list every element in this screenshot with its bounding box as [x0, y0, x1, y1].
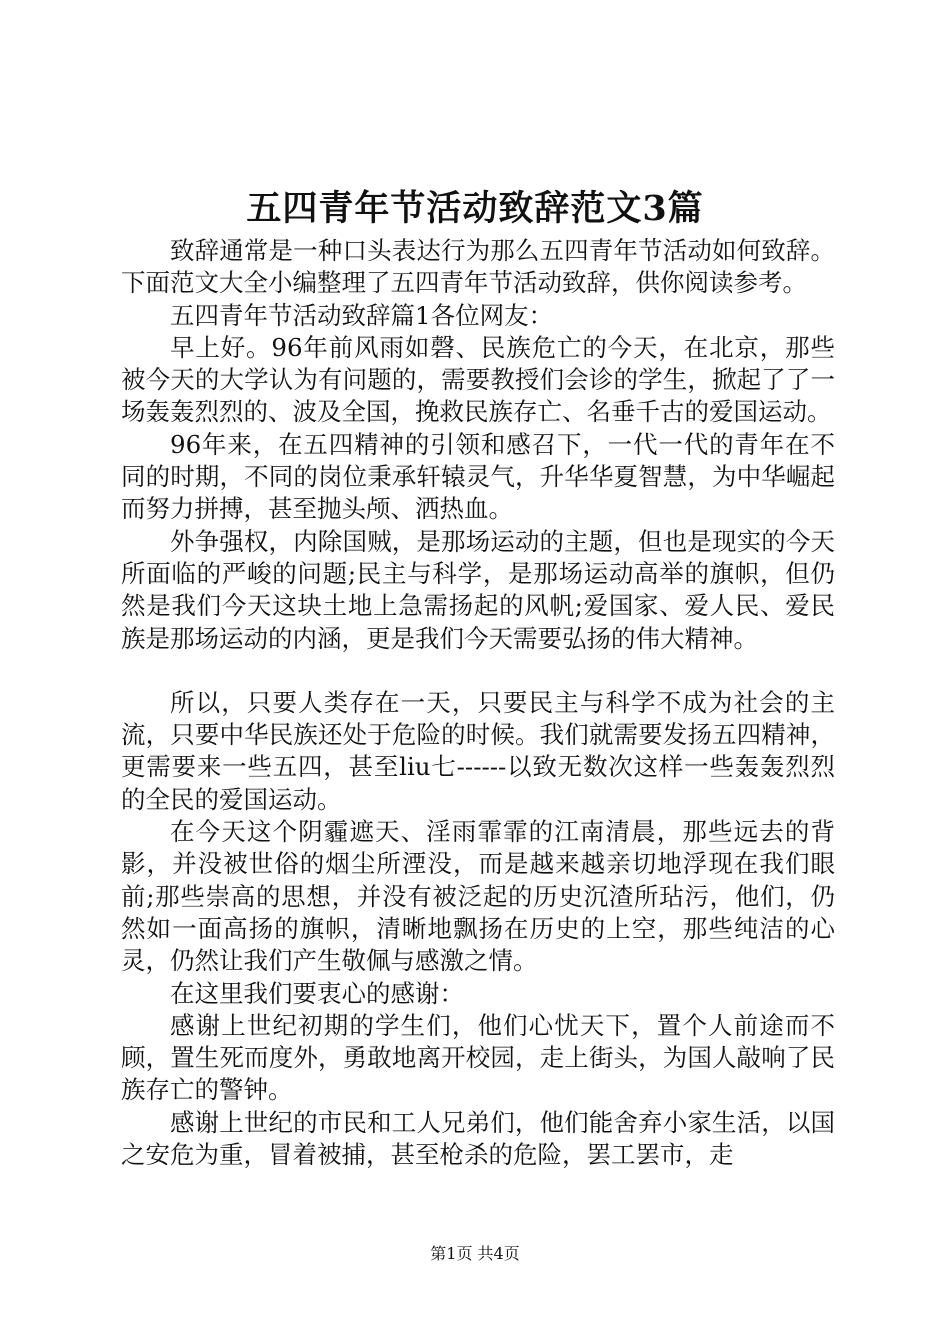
paragraph: 96年来，在五四精神的引领和感召下，一代一代的青年在不同的时期，不同的岗位秉承轩辕灵气，升华华夏智慧，为中华崛起而努力拼搏，甚至抛头颅、洒热血。: [121, 429, 835, 524]
paragraph: 所以，只要人类存在一天，只要民主与科学不成为社会的主流，只要中华民族还处于危险的时候。我们就需要发扬五四精神，更需要来一些五四，甚至liu七------以致无数次这样一些轰轰烈烈的全民的爱国运动。: [121, 687, 835, 814]
paragraph: 早上好。96年前风雨如磬、民族危亡的今天，在北京，那些被今天的大学认为有问题的，需要教授们会诊的学生，掀起了了一场轰轰烈烈的、波及全国，挽救民族存亡、名垂千古的爱国运动。: [121, 332, 835, 427]
paragraph: 感谢上世纪初期的学生们，他们心忧天下，置个人前途而不顾，置生死而度外，勇敢地离开校园，走上街头，为国人敲响了民族存亡的警钟。: [121, 1010, 835, 1105]
page-footer: 第1页 共4页: [430, 1244, 520, 1263]
paragraph: 五四青年节活动致辞篇1各位网友：: [170, 300, 554, 330]
paragraph: 致辞通常是一种口头表达行为那么五四青年节活动如何致辞。下面范文大全小编整理了五四青年节活动致辞，供你阅读参考。: [121, 236, 835, 298]
document-title: 五四青年节活动致辞范文3篇: [246, 188, 704, 229]
paragraph: 外争强权，内除国贼，是那场运动的主题，但也是现实的今天所面临的严峻的问题;民主与科学，是那场运动高举的旗帜，但仍然是我们今天这块土地上急需扬起的风帆;爱国家、爱人民、爱民族是那场运动的内涵，更是我们今天需要弘扬的伟大精神。: [121, 526, 835, 653]
paragraph: 在今天这个阴霾遮天、淫雨霏霏的江南清晨，那些远去的背影，并没被世俗的烟尘所湮没，而是越来越亲切地浮现在我们眼前;那些崇高的思想，并没有被泛起的历史沉渣所玷污，他们，仍然如一面高扬的旗帜，清晰地飘扬在历史的上空，那些纯洁的心灵，仍然让我们产生敬佩与感激之情。: [121, 817, 835, 976]
paragraph: 在这里我们要衷心的感谢：: [170, 978, 464, 1008]
paragraph: 感谢上世纪的市民和工人兄弟们，他们能舍弃小家生活，以国之安危为重，冒着被捕，甚至枪杀的危险，罢工罢市，走: [121, 1107, 835, 1170]
document-body: [121, 235, 835, 1171]
